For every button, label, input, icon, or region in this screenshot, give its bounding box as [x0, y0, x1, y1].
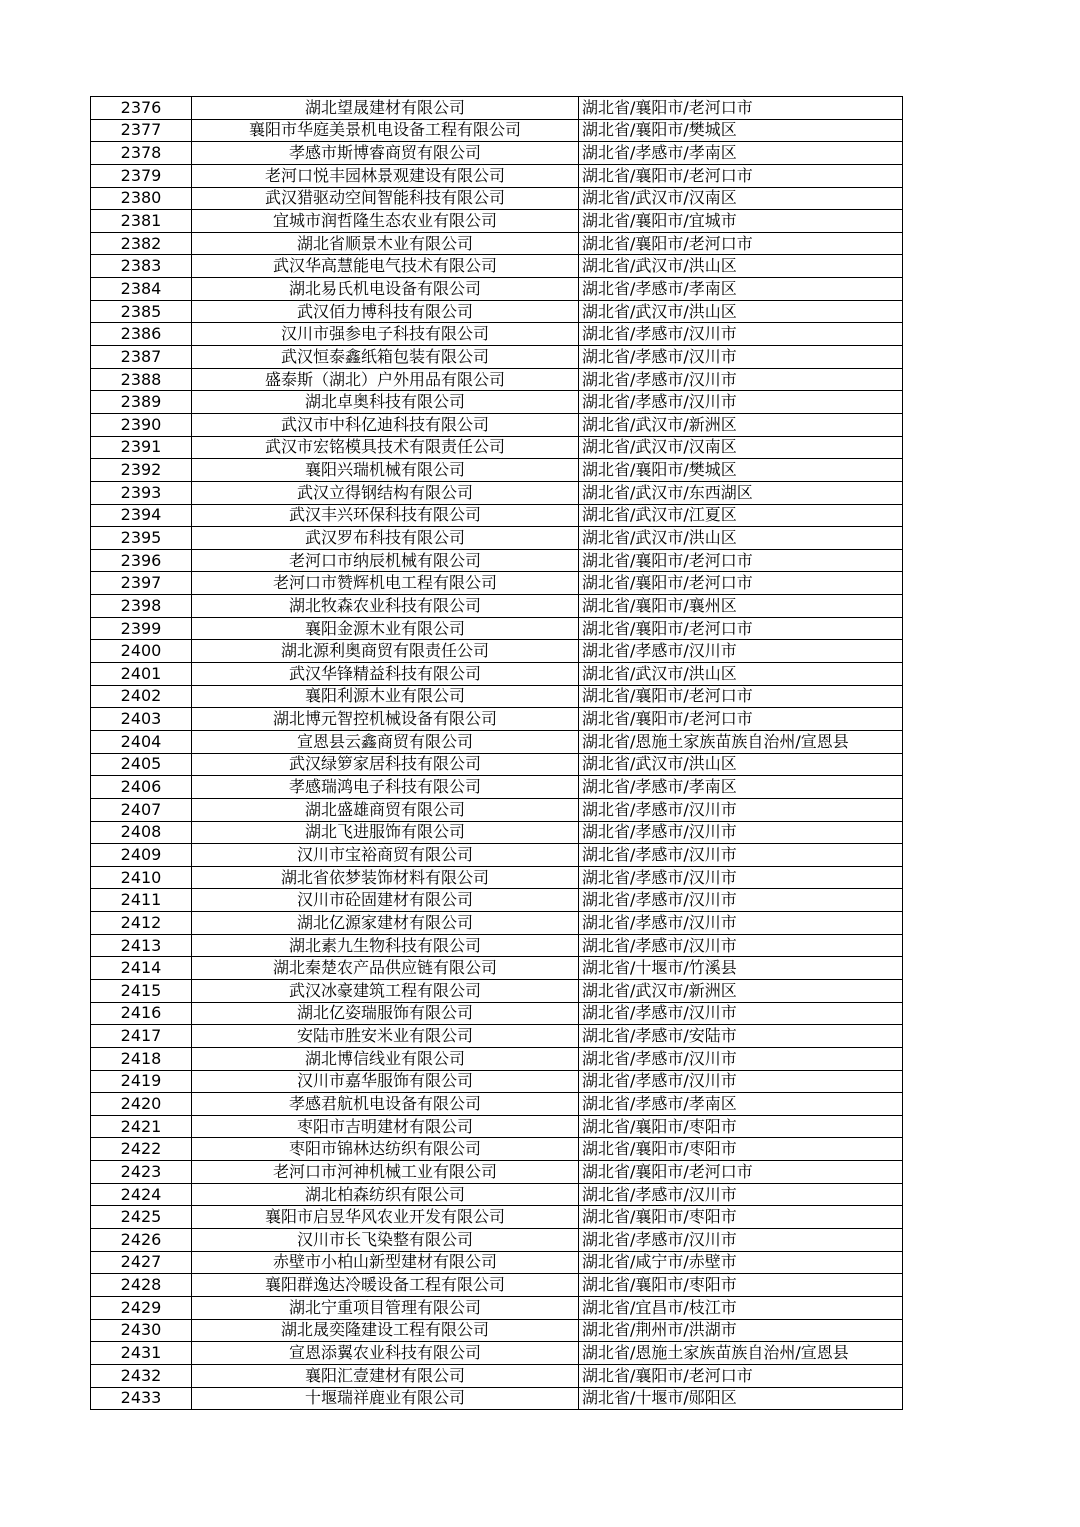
table-row: [91, 1161, 903, 1184]
region-path: 湖北省/孝感市/汉川市: [579, 1070, 903, 1093]
region-path: 湖北省/孝感市/孝南区: [579, 776, 903, 799]
region-path: 湖北省/襄阳市/樊城区: [579, 119, 903, 142]
row-number: 2380: [91, 187, 192, 210]
row-number: 2407: [91, 798, 192, 821]
row-number: 2376: [91, 97, 192, 120]
region-path: 湖北省/孝感市/汉川市: [579, 821, 903, 844]
table-row: [91, 210, 903, 233]
table-row: [91, 730, 903, 753]
row-number: 2432: [91, 1364, 192, 1387]
company-name: 十堰瑞祥鹿业有限公司: [192, 1387, 579, 1410]
table-row: [91, 934, 903, 957]
region-path: 湖北省/孝感市/汉川市: [579, 640, 903, 663]
row-number: 2393: [91, 481, 192, 504]
region-path: 湖北省/襄阳市/宜城市: [579, 210, 903, 233]
row-number: 2419: [91, 1070, 192, 1093]
table-row: [91, 663, 903, 686]
region-path: 湖北省/襄阳市/樊城区: [579, 459, 903, 482]
region-path: 湖北省/襄阳市/老河口市: [579, 164, 903, 187]
table-row: [91, 164, 903, 187]
row-number: 2410: [91, 866, 192, 889]
row-number: 2411: [91, 889, 192, 912]
table-row: [91, 1025, 903, 1048]
company-name: 襄阳市启昱华风农业开发有限公司: [192, 1206, 579, 1229]
region-path: 湖北省/孝感市/孝南区: [579, 278, 903, 301]
company-name: 宜城市润哲隆生态农业有限公司: [192, 210, 579, 233]
region-path: 湖北省/襄阳市/襄州区: [579, 595, 903, 618]
region-path: 湖北省/襄阳市/老河口市: [579, 708, 903, 731]
region-path: 湖北省/襄阳市/老河口市: [579, 97, 903, 120]
row-number: 2416: [91, 1002, 192, 1025]
company-name: 武汉丰兴环保科技有限公司: [192, 504, 579, 527]
region-path: 湖北省/武汉市/汉南区: [579, 187, 903, 210]
row-number: 2427: [91, 1251, 192, 1274]
row-number: 2382: [91, 232, 192, 255]
table-row: [91, 889, 903, 912]
region-path: 湖北省/宜昌市/枝江市: [579, 1296, 903, 1319]
company-name: 孝感瑞鸿电子科技有限公司: [192, 776, 579, 799]
company-name: 襄阳金源木业有限公司: [192, 617, 579, 640]
region-path: 湖北省/孝感市/汉川市: [579, 934, 903, 957]
region-path: 湖北省/恩施土家族苗族自治州/宣恩县: [579, 730, 903, 753]
table-row: [91, 368, 903, 391]
table-row: [91, 798, 903, 821]
row-number: 2403: [91, 708, 192, 731]
table-row: [91, 957, 903, 980]
company-name: 湖北柏森纺织有限公司: [192, 1183, 579, 1206]
region-path: 湖北省/武汉市/东西湖区: [579, 481, 903, 504]
region-path: 湖北省/孝感市/汉川市: [579, 889, 903, 912]
row-number: 2412: [91, 912, 192, 935]
company-name: 枣阳市吉明建材有限公司: [192, 1115, 579, 1138]
company-name: 老河口市赞辉机电工程有限公司: [192, 572, 579, 595]
region-path: 湖北省/武汉市/洪山区: [579, 753, 903, 776]
row-number: 2381: [91, 210, 192, 233]
table-row: [91, 844, 903, 867]
region-path: 湖北省/襄阳市/老河口市: [579, 549, 903, 572]
region-path: 湖北省/襄阳市/老河口市: [579, 572, 903, 595]
region-path: 湖北省/襄阳市/枣阳市: [579, 1115, 903, 1138]
company-name: 湖北卓奥科技有限公司: [192, 391, 579, 414]
company-name: 湖北晟奕隆建设工程有限公司: [192, 1319, 579, 1342]
company-name: 湖北素九生物科技有限公司: [192, 934, 579, 957]
company-name: 盛泰斯（湖北）户外用品有限公司: [192, 368, 579, 391]
table-row: [91, 595, 903, 618]
region-path: 湖北省/孝感市/汉川市: [579, 323, 903, 346]
company-name: 武汉佰力博科技有限公司: [192, 300, 579, 323]
row-number: 2406: [91, 776, 192, 799]
row-number: 2396: [91, 549, 192, 572]
table-row: [91, 1319, 903, 1342]
company-name: 湖北牧森农业科技有限公司: [192, 595, 579, 618]
region-path: 湖北省/襄阳市/老河口市: [579, 685, 903, 708]
company-name: 武汉猎驱动空间智能科技有限公司: [192, 187, 579, 210]
row-number: 2379: [91, 164, 192, 187]
company-name: 湖北秦楚农产品供应链有限公司: [192, 957, 579, 980]
region-path: 湖北省/孝感市/汉川市: [579, 844, 903, 867]
table-row: [91, 776, 903, 799]
region-path: 湖北省/襄阳市/枣阳市: [579, 1274, 903, 1297]
company-name: 宣恩县云鑫商贸有限公司: [192, 730, 579, 753]
table-row: [91, 504, 903, 527]
row-number: 2424: [91, 1183, 192, 1206]
table-row: [91, 1206, 903, 1229]
table-row: [91, 232, 903, 255]
region-path: 湖北省/襄阳市/老河口市: [579, 1161, 903, 1184]
company-name: 汉川市宝裕商贸有限公司: [192, 844, 579, 867]
row-number: 2429: [91, 1296, 192, 1319]
region-path: 湖北省/孝感市/孝南区: [579, 1093, 903, 1116]
company-name: 老河口悦丰园林景观建设有限公司: [192, 164, 579, 187]
row-number: 2398: [91, 595, 192, 618]
region-path: 湖北省/襄阳市/老河口市: [579, 1364, 903, 1387]
row-number: 2389: [91, 391, 192, 414]
region-path: 湖北省/孝感市/汉川市: [579, 1047, 903, 1070]
company-list-body: [91, 97, 903, 1410]
row-number: 2400: [91, 640, 192, 663]
table-row: [91, 459, 903, 482]
company-name: 老河口市河神机械工业有限公司: [192, 1161, 579, 1184]
company-name: 安陆市胜安米业有限公司: [192, 1025, 579, 1048]
row-number: 2408: [91, 821, 192, 844]
region-path: 湖北省/武汉市/新洲区: [579, 413, 903, 436]
row-number: 2414: [91, 957, 192, 980]
company-name: 湖北盛雄商贸有限公司: [192, 798, 579, 821]
table-row: [91, 436, 903, 459]
row-number: 2395: [91, 527, 192, 550]
row-number: 2421: [91, 1115, 192, 1138]
region-path: 湖北省/孝感市/汉川市: [579, 1183, 903, 1206]
row-number: 2428: [91, 1274, 192, 1297]
table-row: [91, 685, 903, 708]
table-row: [91, 413, 903, 436]
company-name: 汉川市砼固建材有限公司: [192, 889, 579, 912]
row-number: 2430: [91, 1319, 192, 1342]
region-path: 湖北省/武汉市/洪山区: [579, 300, 903, 323]
row-number: 2399: [91, 617, 192, 640]
table-row: [91, 1296, 903, 1319]
table-row: [91, 1115, 903, 1138]
company-name: 襄阳群逸达冷暖设备工程有限公司: [192, 1274, 579, 1297]
row-number: 2378: [91, 142, 192, 165]
row-number: 2413: [91, 934, 192, 957]
region-path: 湖北省/孝感市/汉川市: [579, 368, 903, 391]
company-name: 老河口市纳辰机械有限公司: [192, 549, 579, 572]
table-row: [91, 1138, 903, 1161]
company-name: 湖北博信线业有限公司: [192, 1047, 579, 1070]
table-row: [91, 481, 903, 504]
region-path: 湖北省/孝感市/孝南区: [579, 142, 903, 165]
company-name: 武汉恒泰鑫纸箱包装有限公司: [192, 346, 579, 369]
table-row: [91, 821, 903, 844]
table-row: [91, 278, 903, 301]
table-row: [91, 187, 903, 210]
region-path: 湖北省/孝感市/汉川市: [579, 346, 903, 369]
table-row: [91, 1093, 903, 1116]
company-name: 孝感君航机电设备有限公司: [192, 1093, 579, 1116]
table-row: [91, 1387, 903, 1410]
region-path: 湖北省/孝感市/汉川市: [579, 912, 903, 935]
row-number: 2388: [91, 368, 192, 391]
company-name: 武汉冰豪建筑工程有限公司: [192, 979, 579, 1002]
region-path: 湖北省/襄阳市/枣阳市: [579, 1206, 903, 1229]
row-number: 2431: [91, 1342, 192, 1365]
company-name: 武汉市宏铭模具技术有限责任公司: [192, 436, 579, 459]
table-row: [91, 979, 903, 1002]
row-number: 2423: [91, 1161, 192, 1184]
table-row: [91, 300, 903, 323]
company-name: 汉川市长飞染整有限公司: [192, 1229, 579, 1252]
table-row: [91, 391, 903, 414]
row-number: 2386: [91, 323, 192, 346]
company-name: 枣阳市锦林达纺织有限公司: [192, 1138, 579, 1161]
region-path: 湖北省/十堰市/郧阳区: [579, 1387, 903, 1410]
table-row: [91, 1274, 903, 1297]
region-path: 湖北省/襄阳市/老河口市: [579, 232, 903, 255]
table-row: [91, 912, 903, 935]
row-number: 2391: [91, 436, 192, 459]
row-number: 2383: [91, 255, 192, 278]
table-row: [91, 1364, 903, 1387]
region-path: 湖北省/武汉市/新洲区: [579, 979, 903, 1002]
company-name: 湖北易氏机电设备有限公司: [192, 278, 579, 301]
region-path: 湖北省/孝感市/汉川市: [579, 798, 903, 821]
company-name: 湖北博元智控机械设备有限公司: [192, 708, 579, 731]
company-name: 武汉华锋精益科技有限公司: [192, 663, 579, 686]
row-number: 2377: [91, 119, 192, 142]
company-name: 汉川市嘉华服饰有限公司: [192, 1070, 579, 1093]
company-name: 武汉罗布科技有限公司: [192, 527, 579, 550]
table-row: [91, 97, 903, 120]
table-row: [91, 1229, 903, 1252]
region-path: 湖北省/孝感市/汉川市: [579, 1002, 903, 1025]
table-row: [91, 527, 903, 550]
table-row: [91, 346, 903, 369]
company-name: 汉川市强参电子科技有限公司: [192, 323, 579, 346]
region-path: 湖北省/襄阳市/老河口市: [579, 617, 903, 640]
region-path: 湖北省/孝感市/汉川市: [579, 866, 903, 889]
row-number: 2390: [91, 413, 192, 436]
company-name: 湖北望晟建材有限公司: [192, 97, 579, 120]
company-name: 赤壁市小柏山新型建材有限公司: [192, 1251, 579, 1274]
company-name: 武汉市中科亿迪科技有限公司: [192, 413, 579, 436]
table-row: [91, 142, 903, 165]
region-path: 湖北省/十堰市/竹溪县: [579, 957, 903, 980]
company-name: 孝感市斯博睿商贸有限公司: [192, 142, 579, 165]
row-number: 2405: [91, 753, 192, 776]
region-path: 湖北省/武汉市/洪山区: [579, 255, 903, 278]
company-name: 武汉华高慧能电气技术有限公司: [192, 255, 579, 278]
table-row: [91, 708, 903, 731]
company-name: 襄阳兴瑞机械有限公司: [192, 459, 579, 482]
company-name: 湖北亿源家建材有限公司: [192, 912, 579, 935]
table-row: [91, 323, 903, 346]
company-name: 宣恩添翼农业科技有限公司: [192, 1342, 579, 1365]
table-row: [91, 572, 903, 595]
row-number: 2392: [91, 459, 192, 482]
region-path: 湖北省/武汉市/洪山区: [579, 663, 903, 686]
table-row: [91, 1002, 903, 1025]
company-name: 襄阳利源木业有限公司: [192, 685, 579, 708]
table-row: [91, 1342, 903, 1365]
region-path: 湖北省/孝感市/汉川市: [579, 391, 903, 414]
company-name: 湖北亿姿瑞服饰有限公司: [192, 1002, 579, 1025]
table-row: [91, 1183, 903, 1206]
company-name: 湖北省顺景木业有限公司: [192, 232, 579, 255]
table-row: [91, 1070, 903, 1093]
region-path: 湖北省/恩施土家族苗族自治州/宣恩县: [579, 1342, 903, 1365]
region-path: 湖北省/武汉市/汉南区: [579, 436, 903, 459]
table-row: [91, 866, 903, 889]
row-number: 2422: [91, 1138, 192, 1161]
company-list-table: [90, 96, 903, 1410]
company-name: 湖北源利奥商贸有限责任公司: [192, 640, 579, 663]
company-name: 武汉立得钢结构有限公司: [192, 481, 579, 504]
row-number: 2426: [91, 1229, 192, 1252]
region-path: 湖北省/孝感市/安陆市: [579, 1025, 903, 1048]
row-number: 2415: [91, 979, 192, 1002]
company-name: 襄阳汇壹建材有限公司: [192, 1364, 579, 1387]
company-name: 武汉绿箩家居科技有限公司: [192, 753, 579, 776]
table-row: [91, 255, 903, 278]
row-number: 2433: [91, 1387, 192, 1410]
region-path: 湖北省/孝感市/汉川市: [579, 1229, 903, 1252]
row-number: 2418: [91, 1047, 192, 1070]
table-row: [91, 1251, 903, 1274]
row-number: 2425: [91, 1206, 192, 1229]
row-number: 2402: [91, 685, 192, 708]
company-name: 湖北宁重项目管理有限公司: [192, 1296, 579, 1319]
row-number: 2397: [91, 572, 192, 595]
table-row: [91, 617, 903, 640]
table-row: [91, 549, 903, 572]
row-number: 2384: [91, 278, 192, 301]
company-name: 湖北飞进服饰有限公司: [192, 821, 579, 844]
company-name: 湖北省依梦装饰材料有限公司: [192, 866, 579, 889]
table-row: [91, 640, 903, 663]
row-number: 2401: [91, 663, 192, 686]
region-path: 湖北省/咸宁市/赤壁市: [579, 1251, 903, 1274]
row-number: 2409: [91, 844, 192, 867]
row-number: 2417: [91, 1025, 192, 1048]
region-path: 湖北省/武汉市/洪山区: [579, 527, 903, 550]
region-path: 湖北省/襄阳市/枣阳市: [579, 1138, 903, 1161]
table-row: [91, 119, 903, 142]
company-name: 襄阳市华庭美景机电设备工程有限公司: [192, 119, 579, 142]
row-number: 2394: [91, 504, 192, 527]
row-number: 2420: [91, 1093, 192, 1116]
table-row: [91, 753, 903, 776]
region-path: 湖北省/武汉市/江夏区: [579, 504, 903, 527]
row-number: 2385: [91, 300, 192, 323]
table-row: [91, 1047, 903, 1070]
row-number: 2387: [91, 346, 192, 369]
row-number: 2404: [91, 730, 192, 753]
region-path: 湖北省/荆州市/洪湖市: [579, 1319, 903, 1342]
